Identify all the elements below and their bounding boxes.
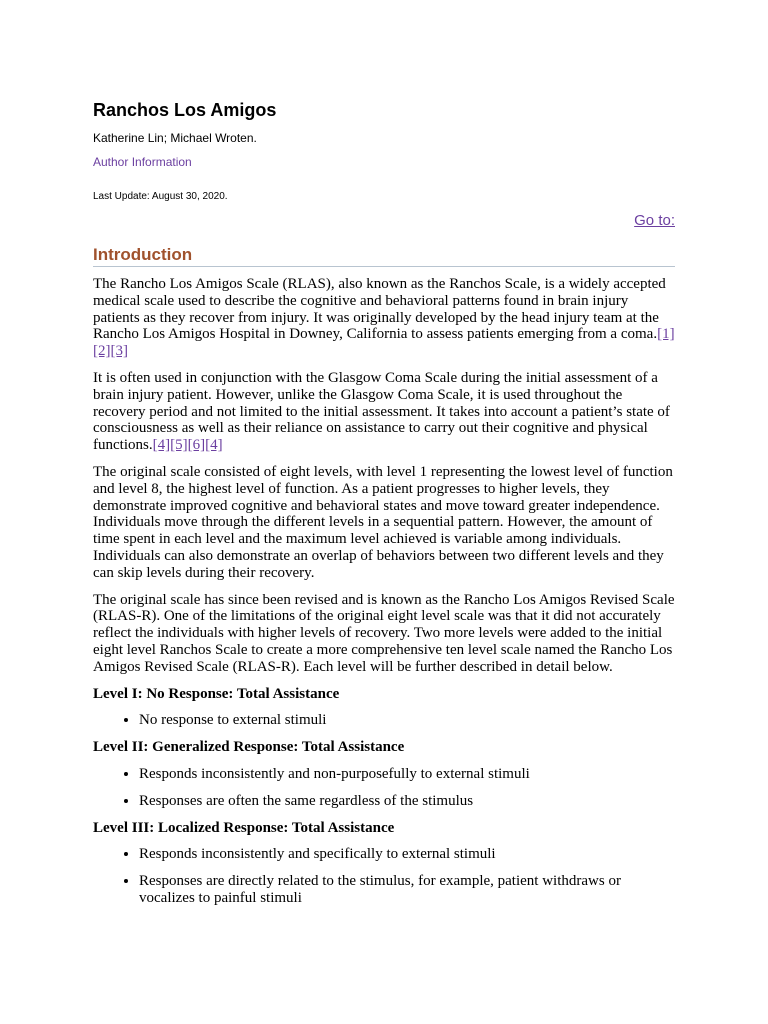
level-list bbox=[93, 846, 675, 906]
reference-link[interactable]: [1] bbox=[657, 326, 675, 343]
last-update: Last Update: August 30, 2020. bbox=[93, 191, 228, 202]
list-item: • Responses are directly related to the stimulus, for example, patient withdraws or vocalizes to painful stimuli bbox=[139, 873, 675, 907]
level-heading: Level I: No Response: Total Assistance bbox=[93, 685, 340, 702]
reference-link[interactable]: [2] bbox=[93, 343, 111, 360]
list-item: • No response to external stimuli bbox=[139, 712, 675, 729]
author-information-link[interactable]: Author Information bbox=[93, 155, 192, 169]
paragraph: The original scale consisted of eight levels, with level 1 representing the lowest level of function and level 8, the highest level of function. As a patient progresses to higher levels, they demonstrate improved cognitive and behavioral states and move toward greater independence. Individuals move through the different levels in a sequential pattern. However, the amount of time spent in each level and the maximum level achieved is variable among individuals. Individuals can also demonstrate an overlap of behaviors between two different levels and they can skip levels during their recovery. bbox=[93, 463, 673, 581]
reference-link[interactable]: [4] bbox=[152, 437, 171, 454]
level-heading: Level II: Generalized Response: Total Assistance bbox=[93, 739, 405, 756]
reference-link[interactable]: [5] bbox=[170, 437, 188, 454]
reference-link[interactable]: [6] bbox=[187, 437, 206, 454]
paragraph bbox=[93, 276, 675, 360]
authors: Katherine Lin; Michael Wroten. bbox=[93, 131, 257, 145]
paragraph-text: It is often used in conjunction with the Glasgow Coma Scale during the initial assessment of a brain injury patient. However, unlike the Glasgow Coma Scale, it is used throughout the recovery period and not limited to the initial assessment. It takes into account a patient’s state of consciousness as well as their reliance on assistance to carry out their cognitive and physical functions. bbox=[93, 369, 670, 454]
paragraph: The original scale has since been revised and is known as the Rancho Los Amigos Revised Scale (RLAS-R). One of the limitations of the original eight level scale was that it did not accurately reflect the individuals with higher levels of recovery. Two more levels were added to the initial eight level Ranchos Scale to create a more comprehensive ten level scale named the Rancho Los Amigos Revised Scale (RLAS-R). Each level will be further described in detail below. bbox=[93, 591, 675, 675]
page-title: Ranchos Los Amigos bbox=[93, 100, 277, 120]
section-heading-introduction: Introduction bbox=[93, 245, 675, 267]
reference-link[interactable]: [4] bbox=[205, 437, 223, 454]
article-body bbox=[93, 276, 675, 917]
level-list bbox=[93, 766, 675, 810]
paragraph-text: The Rancho Los Amigos Scale (RLAS), also known as the Ranchos Scale, is a widely accepted medical scale used to describe the cognitive and behavioral patterns found in brain injury patients as they recover from injury. It was originally developed by the head injury team at the Rancho Los Amigos Hospital in Downey, California to assess patients emerging from a coma. bbox=[93, 276, 666, 343]
reference-link[interactable]: [3] bbox=[110, 343, 128, 360]
level-list bbox=[93, 712, 675, 729]
list-item: • Responds inconsistently and specifically to external stimuli bbox=[139, 846, 675, 863]
paragraph bbox=[93, 370, 675, 454]
list-item: • Responds inconsistently and non-purposefully to external stimuli bbox=[139, 766, 675, 783]
goto-link[interactable]: Go to: bbox=[634, 212, 675, 229]
list-item: • Responses are often the same regardless of the stimulus bbox=[139, 793, 675, 810]
level-heading: Level III: Localized Response: Total Assistance bbox=[93, 819, 395, 836]
